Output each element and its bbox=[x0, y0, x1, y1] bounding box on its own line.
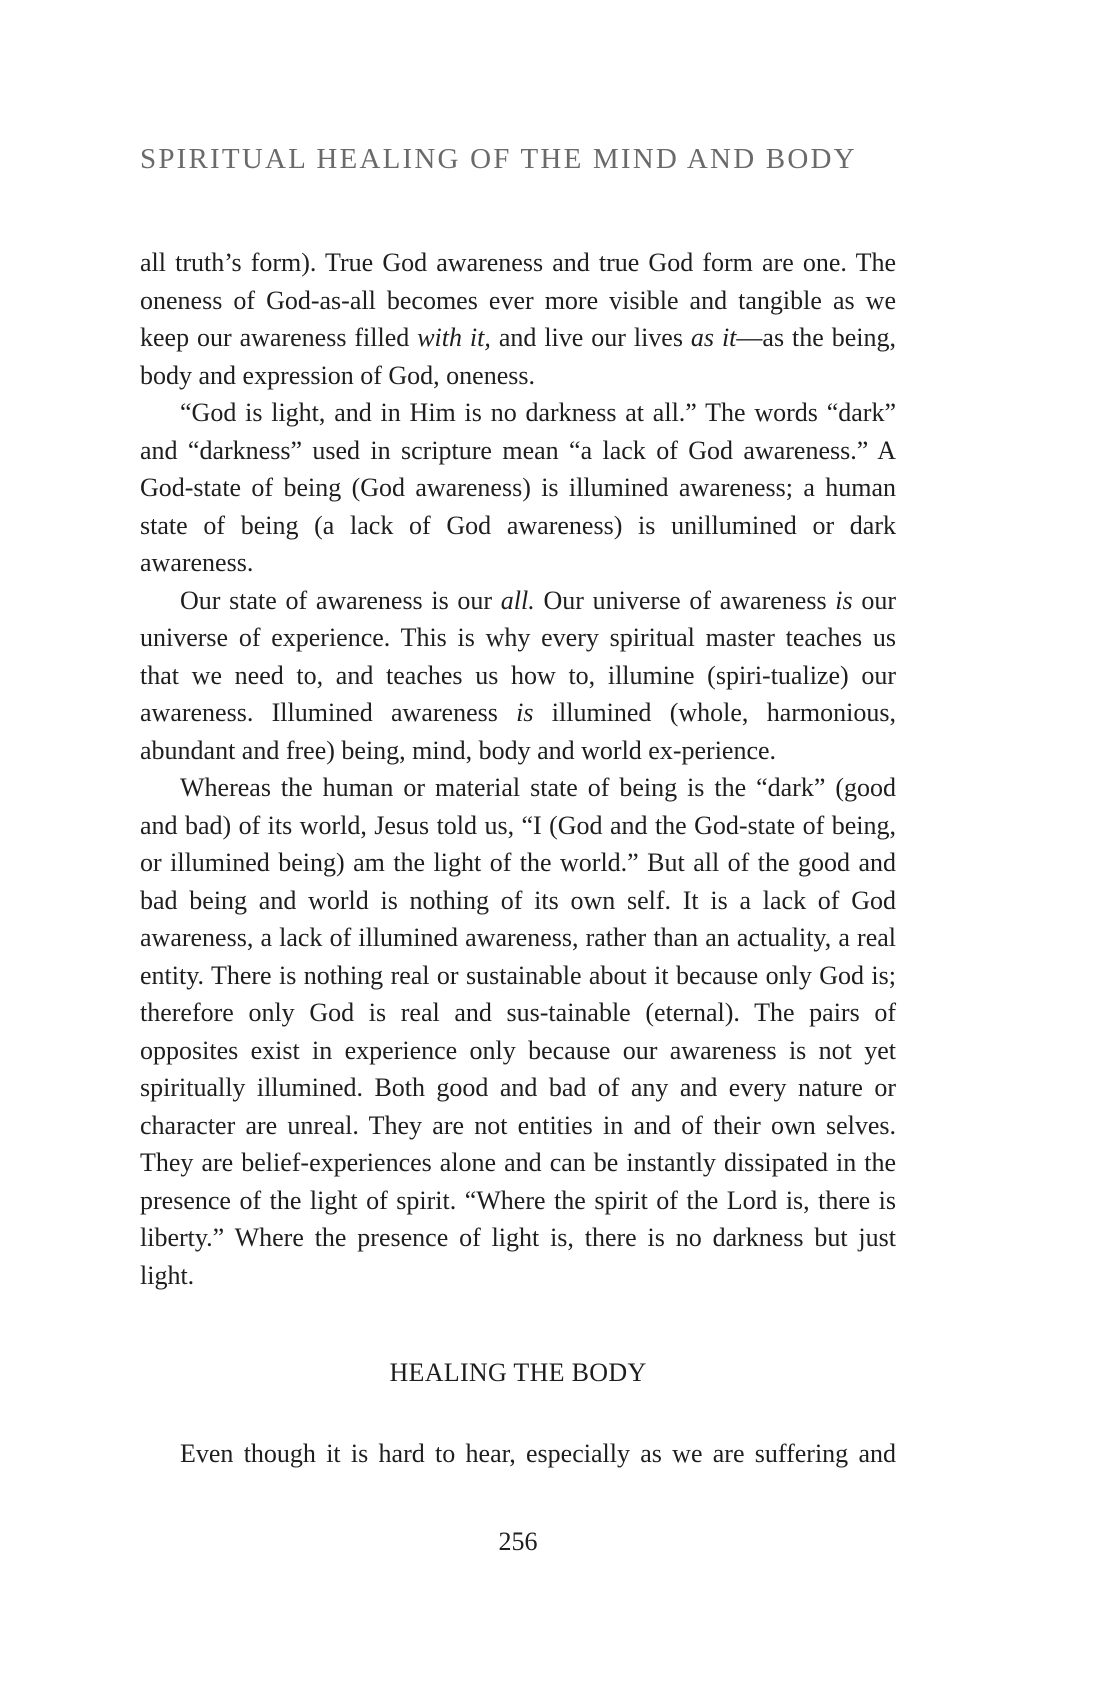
paragraph-3-text: Our state of awareness is our bbox=[180, 585, 501, 615]
emphasis-with-it: with it, bbox=[417, 323, 491, 352]
section-opening-line: Even though it is hard to hear, especially as we are suffering and bbox=[180, 1439, 896, 1468]
emphasis-as-it: as it bbox=[690, 323, 737, 352]
body-text bbox=[140, 244, 896, 1294]
emphasis-all: all. bbox=[500, 585, 535, 615]
paragraph-1-text-end: —as the being, body and expression of God, oneness. bbox=[140, 323, 896, 390]
paragraph-3 bbox=[140, 582, 896, 770]
paragraph-3-text-mid: our universe of experience. This is why every spiritual master teaches us that we need to, and teaches us how to, illumine (spiri-tualize) our awareness. Illumined awareness bbox=[140, 585, 896, 727]
paragraph-1-text: all truth’s form). True God awareness and true God form are one. The oneness of God-as-all becomes ever more visible and tangible as we keep our awareness filled bbox=[140, 248, 896, 352]
section-heading: HEALING THE BODY bbox=[389, 1358, 647, 1387]
emphasis-is-2: is bbox=[516, 698, 534, 727]
emphasis-is-1: is bbox=[835, 585, 853, 615]
page-number: 256 bbox=[498, 1527, 538, 1556]
paragraph-3-text-end: illumined (whole, harmonious, abundant and free) being, mind, body and world ex-perience. bbox=[140, 698, 896, 765]
paragraph-1-text-cont: and live our lives bbox=[490, 323, 691, 352]
paragraph-4: Whereas the human or material state of being is the “dark” (good and bad) of its world, Jesus told us, “I (God and the God-state of being, or illumined being) am the light of the world.” But all of the good and bad being and world is nothing of its own self. It is a lack of God awareness, a lack of illumined awareness, rather than an actuality, a real entity. There is nothing real or sustainable about it because only God is; therefore only God is real and sus-tainable (eternal). The pairs of opposites exist in experience only because our awareness is not yet spiritually illumined. Both good and bad of any and every nature or character are unreal. They are not entities in and of their own selves. They are belief-experiences alone and can be instantly dissipated in the presence of the light of spirit. “Where the spirit of the Lord is, there is liberty.” Where the presence of light is, there is no darkness but just light. bbox=[140, 773, 896, 1290]
paragraph-3-text-cont: Our universe of awareness bbox=[534, 585, 836, 615]
paragraph-2: “God is light, and in Him is no darkness at all.” The words “dark” and “darkness” used in scripture mean “a lack of God awareness.” A God-state of being (God awareness) is illumined awareness; a human state of being (a lack of God awareness) is unillumined or dark awareness. bbox=[140, 398, 896, 577]
paragraph-1 bbox=[140, 244, 896, 394]
running-header: SPIRITUAL HEALING OF THE MIND AND BODY bbox=[140, 143, 857, 175]
